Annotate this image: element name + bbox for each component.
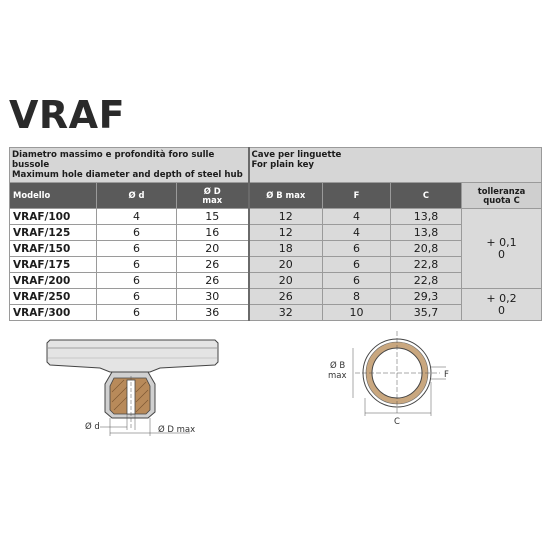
header-D: [177, 183, 249, 209]
label-B-bottom: max: [328, 371, 347, 381]
spec-table: [9, 147, 542, 321]
cell-model: VRAF/175: [10, 257, 97, 273]
caption-left-en: Maximum hole diameter and depth of steel hub: [12, 170, 243, 180]
cell-model: VRAF/150: [10, 241, 97, 257]
page-title: VRAF: [9, 93, 126, 137]
label-d: Ø d: [85, 422, 100, 432]
header-tol-top: tolleranza: [477, 185, 526, 196]
cell-D: 26: [177, 257, 249, 273]
cell-B: 18: [249, 241, 323, 257]
keyway-drawing: [328, 331, 449, 427]
header-d: Ø d: [97, 183, 177, 209]
caption-left-it: Diametro massimo e profondità foro sulle bussole: [12, 150, 215, 170]
cell-C: 22,8: [391, 273, 462, 289]
table-body: [10, 209, 542, 321]
cell-F: 8: [323, 289, 391, 305]
cell-B: 12: [249, 209, 323, 225]
cell-F: 4: [323, 225, 391, 241]
cell-d: 6: [97, 225, 177, 241]
label-C: C: [394, 417, 400, 427]
header-C: C: [391, 183, 462, 209]
cell-d: 6: [97, 273, 177, 289]
cell-d: 6: [97, 241, 177, 257]
tolerance-lower: 0: [498, 247, 505, 261]
cell-C: 29,3: [391, 289, 462, 305]
cell-B: 26: [249, 289, 323, 305]
cell-model: VRAF/100: [10, 209, 97, 225]
cell-B: 20: [249, 273, 323, 289]
cell-D: 16: [177, 225, 249, 241]
cell-C: 20,8: [391, 241, 462, 257]
header-tolerance: [462, 183, 542, 209]
cell-C: 13,8: [391, 225, 462, 241]
cell-F: 6: [323, 273, 391, 289]
label-F: F: [444, 370, 449, 380]
caption-left: [10, 148, 249, 183]
cell-d: 6: [97, 305, 177, 321]
header-D-bottom: max: [202, 194, 223, 205]
header-tol-bottom: quota C: [483, 194, 520, 205]
caption-right: [249, 148, 542, 183]
cell-F: 6: [323, 241, 391, 257]
cell-C: 22,8: [391, 257, 462, 273]
tolerance-group-2: [462, 289, 542, 321]
cell-model: VRAF/200: [10, 273, 97, 289]
cell-F: 10: [323, 305, 391, 321]
label-B-top: Ø B: [330, 361, 346, 371]
cell-model: VRAF/250: [10, 289, 97, 305]
cell-model: VRAF/125: [10, 225, 97, 241]
header-F: F: [323, 183, 391, 209]
table-row: [10, 209, 542, 225]
cell-B: 32: [249, 305, 323, 321]
header-modello: Modello: [10, 183, 97, 209]
cell-F: 6: [323, 257, 391, 273]
cell-d: 4: [97, 209, 177, 225]
cell-D: 30: [177, 289, 249, 305]
cell-d: 6: [97, 257, 177, 273]
cell-C: 35,7: [391, 305, 462, 321]
cell-D: 20: [177, 241, 249, 257]
tolerance-lower: 0: [498, 303, 505, 317]
tolerance-upper: + 0,1: [486, 235, 517, 249]
cell-B: 12: [249, 225, 323, 241]
caption-right-en: For plain key: [251, 160, 315, 170]
caption-right-it: Cave per linguette: [251, 150, 342, 160]
header-D-top: Ø D: [203, 185, 221, 196]
cell-d: 6: [97, 289, 177, 305]
label-D-max: Ø D max: [158, 425, 196, 435]
cell-F: 4: [323, 209, 391, 225]
knob-section-drawing: [47, 340, 218, 436]
cell-D: 36: [177, 305, 249, 321]
cell-model: VRAF/300: [10, 305, 97, 321]
cell-B: 20: [249, 257, 323, 273]
tolerance-group-1: [462, 209, 542, 289]
tolerance-upper: + 0,2: [486, 291, 517, 305]
header-B: Ø B max: [249, 183, 323, 209]
technical-drawing: [0, 320, 550, 450]
cell-D: 26: [177, 273, 249, 289]
cell-C: 13,8: [391, 209, 462, 225]
cell-D: 15: [177, 209, 249, 225]
table-row: [10, 289, 542, 305]
